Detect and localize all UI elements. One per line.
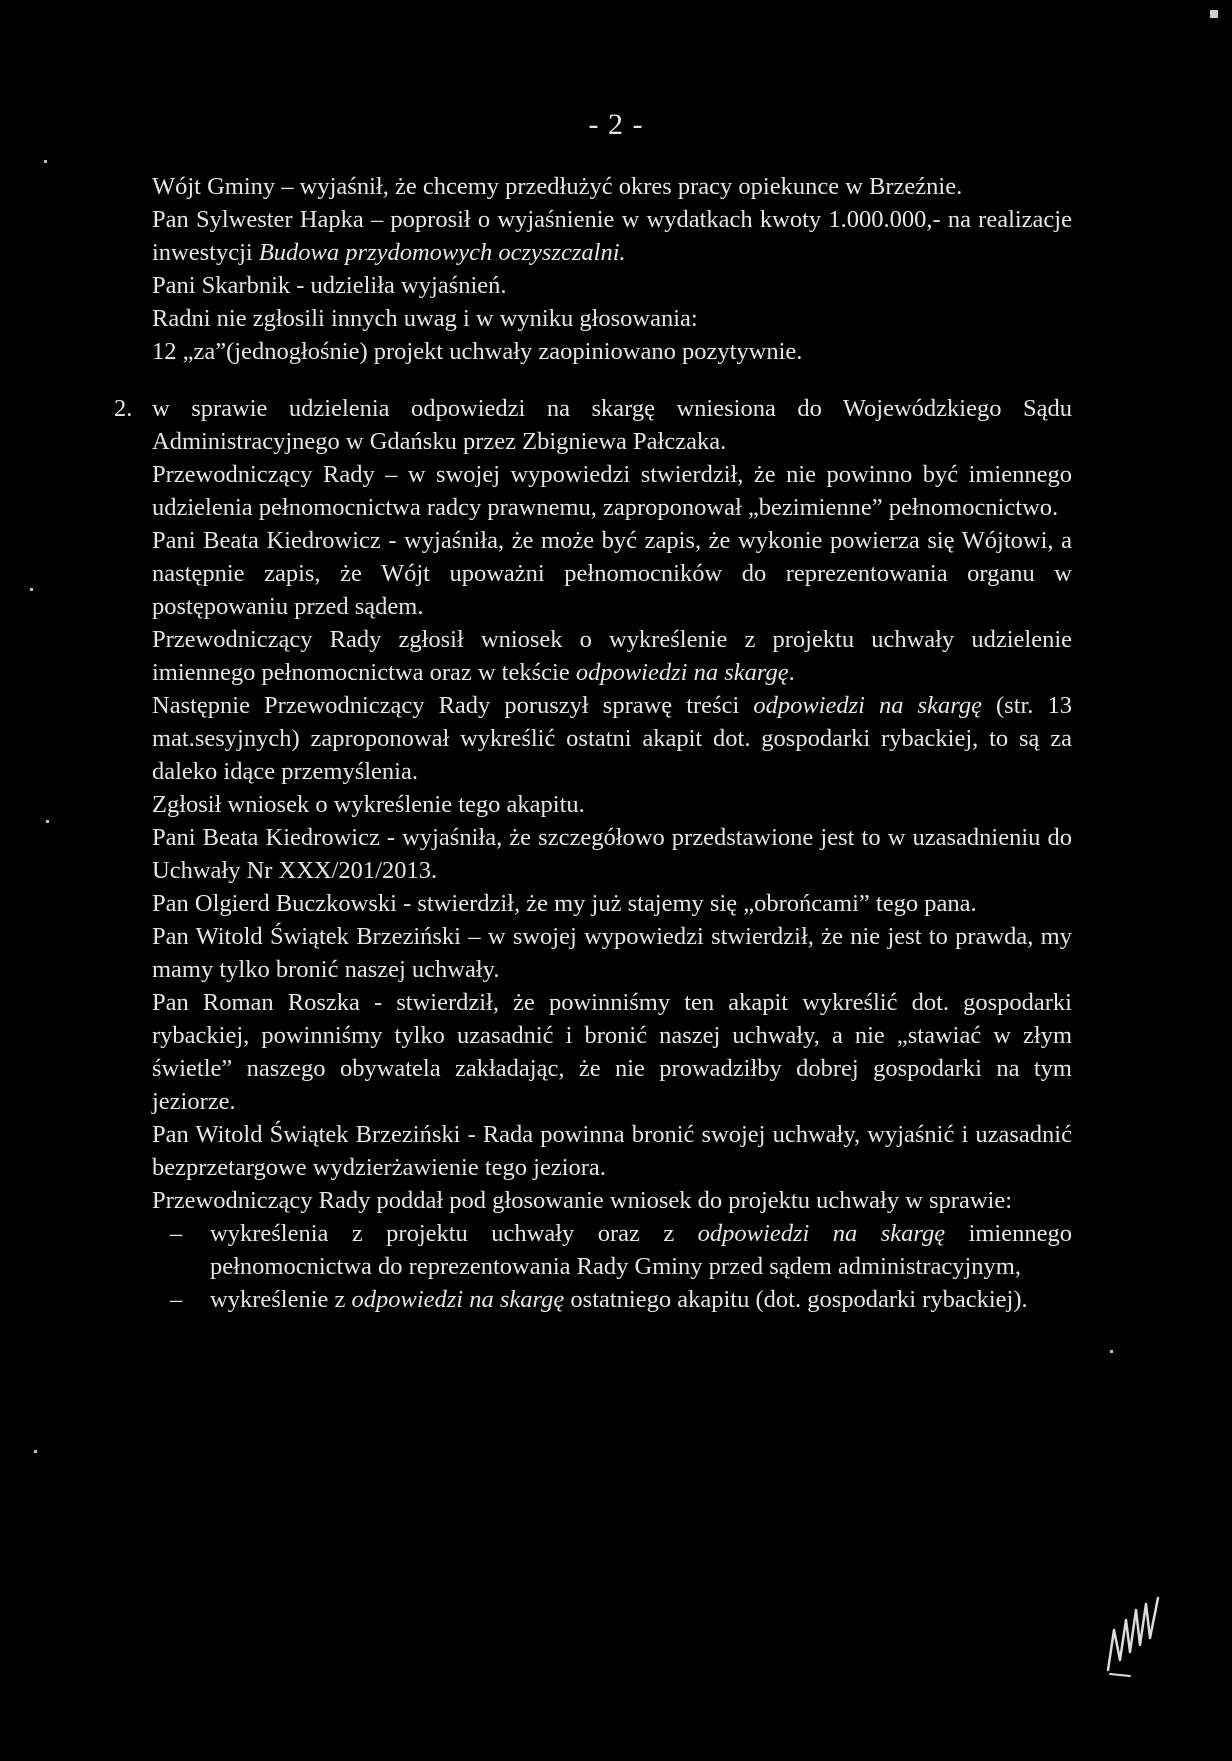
scan-speck <box>30 588 33 591</box>
italic-text: odpowiedzi na skargę <box>351 1286 565 1313</box>
italic-text: Budowa przydomowych oczyszczalni. <box>258 239 626 266</box>
text-span: . <box>788 659 795 686</box>
text-line: 12 „za”(jednogłośnie) projekt uchwały zaopiniowano pozytywnie. <box>152 338 803 365</box>
text-span: wykreślenia z projektu uchwały oraz z <box>210 1220 698 1247</box>
text-span: imiennego pełnomocnictwa do reprezentowania Rady Gminy przed sądem administracyjnym, <box>210 1220 1072 1280</box>
text-span: Przewodniczący Rady zgłosił wniosek o wykreślenie z projektu uchwały udzielenie imiennego pełnomocnictwa oraz w tekście <box>152 626 1072 686</box>
scan-mark <box>1210 10 1218 18</box>
scan-speck <box>44 160 47 163</box>
paragraph: Zgłosił wniosek o wykreślenie tego akapitu. <box>152 791 585 818</box>
text-line <box>152 203 1072 269</box>
paragraph: Pan Olgierd Buczkowski - stwierdził, że my już stajemy się „obrońcami” tego pana. <box>152 890 977 917</box>
text-line: Radni nie zgłosili innych uwag i w wyniku głosowania: <box>152 305 698 332</box>
text-span: Następnie Przewodniczący Rady poruszył sprawę treści <box>152 692 754 719</box>
italic-text: odpowiedzi na skargę <box>575 659 789 686</box>
paragraph: Pan Witold Świątek Brzeziński - Rada powinna bronić swojej uchwały, wyjaśnić i uzasadnić bezprzetargowe wydzierżawienie tego jeziora. <box>152 1121 1072 1181</box>
text-span: wykreślenie z <box>210 1286 352 1313</box>
text-span: Pan Sylwester Hapka – poprosił o wyjaśnienie w wydatkach kwoty 1.000.000,- na realizacje inwestycji <box>152 206 1072 266</box>
page-number: - 2 - <box>588 108 644 141</box>
paragraph: Pan Roman Roszka - stwierdził, że powinniśmy ten akapit wykreślić dot. gospodarki rybackiej, powinniśmy tylko uzasadnić i bronić naszej uchwały, a nie „stawiać w złym świetle” naszego obywatela zakładając, że nie prowadziłby dobrej gospodarki na tym jeziorze. <box>152 989 1072 1115</box>
text-span: ostatniego akapitu (dot. gospodarki rybackiej). <box>564 1286 1028 1313</box>
list-item <box>152 1283 1072 1316</box>
item-number: 2. <box>114 395 133 422</box>
list-item <box>152 1217 1072 1283</box>
paragraph: Przewodniczący Rady – w swojej wypowiedzi stwierdził, że nie powinno być imiennego udzielenia pełnomocnictwa radcy prawnemu, zaproponował „bezimienne” pełnomocnictwo. <box>152 461 1072 521</box>
scan-speck <box>34 1450 37 1453</box>
text-line: Pani Skarbnik - udzieliła wyjaśnień. <box>152 272 507 299</box>
text-line: Wójt Gminy – wyjaśnił, że chcemy przedłużyć okres pracy opiekunce w Brzeźnie. <box>152 173 963 200</box>
signature-initials <box>1100 1590 1170 1680</box>
text-span: (str. 13 mat.sesyjnych) zaproponował wykreślić ostatni akapit dot. gospodarki rybackiej, to są za daleko idące przemyślenia. <box>152 692 1072 785</box>
document-body <box>114 170 1072 1316</box>
scan-speck <box>1110 1350 1113 1353</box>
paragraph <box>152 689 1072 788</box>
scan-speck <box>46 820 49 823</box>
paragraph-block-1 <box>152 170 1072 368</box>
italic-text: odpowiedzi na skargę <box>753 692 982 719</box>
motion-list <box>152 1217 1072 1316</box>
paragraph: Pani Beata Kiedrowicz - wyjaśniła, że może być zapis, że wykonie powierza się Wójtowi, a następnie zapis, że Wójt upoważni pełnomocników do reprezentowania organu w postępowaniu przed sądem. <box>152 527 1072 620</box>
paragraph: Pani Beata Kiedrowicz - wyjaśniła, że szczegółowo przedstawione jest to w uzasadnieniu do Uchwały Nr XXX/201/2013. <box>152 824 1072 884</box>
paragraph: Przewodniczący Rady poddał pod głosowanie wniosek do projektu uchwały w sprawie: <box>152 1187 1013 1214</box>
dash-bullet: – <box>170 1286 183 1313</box>
paragraph: Pan Witold Świątek Brzeziński – w swojej wypowiedzi stwierdził, że nie jest to prawda, my mamy tylko bronić naszej uchwały. <box>152 923 1072 983</box>
dash-bullet: – <box>170 1220 183 1247</box>
agenda-item-2 <box>114 392 1072 1316</box>
item-title: w sprawie udzielenia odpowiedzi na skargę wniesiona do Wojewódzkiego Sądu Administracyjnego w Gdańsku przez Zbigniewa Pałczaka. <box>152 395 1072 455</box>
paragraph <box>152 623 1072 689</box>
italic-text: odpowiedzi na skargę <box>697 1220 946 1247</box>
